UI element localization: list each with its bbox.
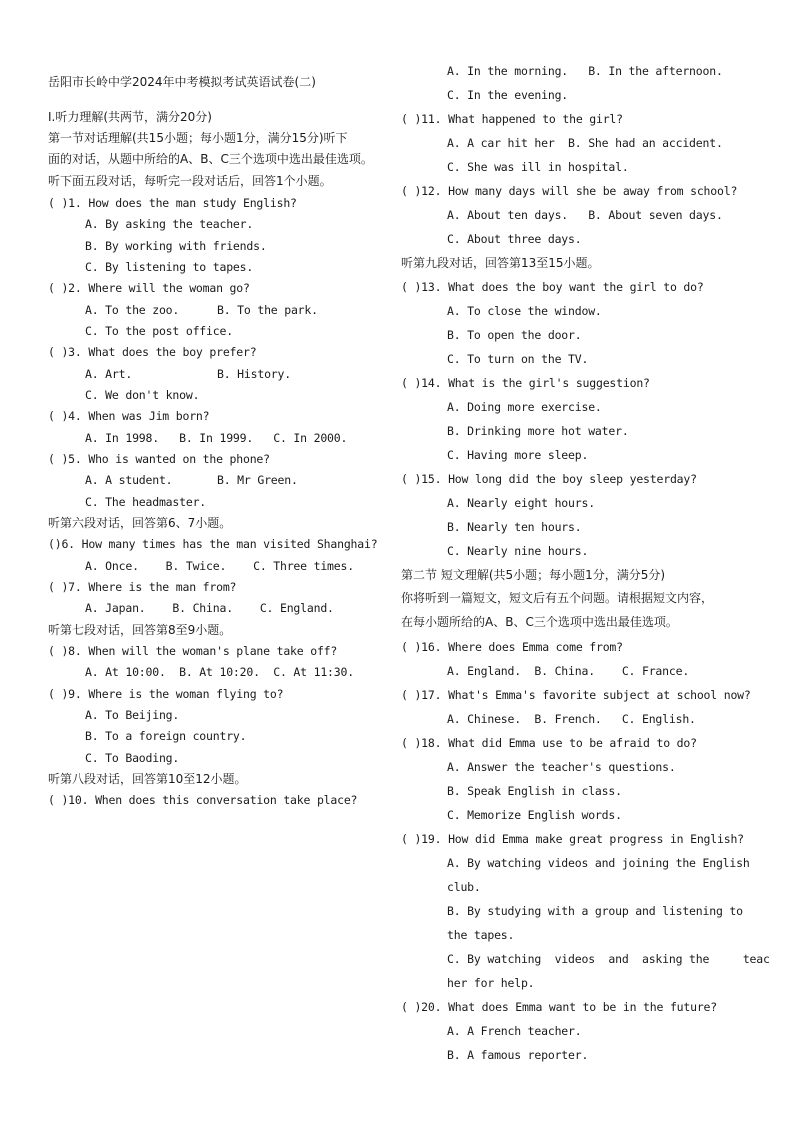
- question-9: ( )9. Where is the woman flying to?: [48, 687, 284, 701]
- question-11: ( )11. What happened to the girl?: [401, 112, 623, 126]
- option: A. By asking the teacher.: [85, 217, 254, 231]
- question-1: ( )1. How does the man study English?: [48, 196, 297, 210]
- options: A. Chinese. B. French. C. English.: [447, 712, 696, 726]
- option: C. Memorize English words.: [447, 808, 622, 822]
- option: B. By studying with a group and listening to: [447, 904, 743, 918]
- question-5: ( )5. Who is wanted on the phone?: [48, 452, 270, 466]
- option: A. Doing more exercise.: [447, 400, 602, 414]
- question-7: ( )7. Where is the man from?: [48, 580, 237, 594]
- dialog-intro: 听第九段对话，回答第13至15小题。: [401, 256, 600, 270]
- option: A. A French teacher.: [447, 1024, 582, 1038]
- option: C. Nearly nine hours.: [447, 544, 589, 558]
- option: C. To Baoding.: [85, 751, 180, 765]
- option: B. Drinking more hot water.: [447, 424, 629, 438]
- options: A. A car hit her B. She had an accident.: [447, 136, 723, 150]
- option: C. To the post office.: [85, 324, 233, 338]
- option: B. By working with friends.: [85, 239, 267, 253]
- option: C. To turn on the TV.: [447, 352, 589, 366]
- option: B. To a foreign country.: [85, 729, 247, 743]
- options: A. About ten days. B. About seven days.: [447, 208, 723, 222]
- option: A. Nearly eight hours.: [447, 496, 595, 510]
- part1-heading: Ⅰ.听力理解(共两节，满分20分): [48, 110, 212, 124]
- option: C. By watching videos and asking the teac: [447, 952, 770, 966]
- question-16: ( )16. Where does Emma come from?: [401, 640, 623, 654]
- option-continued: her for help.: [447, 976, 535, 990]
- option: A. To Beijing.: [85, 708, 180, 722]
- options: A. England. B. China. C. France.: [447, 664, 690, 678]
- question-15: ( )15. How long did the boy sleep yesterday?: [401, 472, 697, 486]
- question-13: ( )13. What does the boy want the girl to do?: [401, 280, 704, 294]
- section1-intro: 面的对话，从题中所给的A、B、C三个选项中选出最佳选项。: [48, 152, 373, 166]
- section2-heading: 第二节 短文理解(共5小题；每小题1分，满分5分): [401, 568, 666, 582]
- section2-intro: 你将听到一篇短文，短文后有五个问题。请根据短文内容，: [401, 591, 714, 605]
- options: A. Once. B. Twice. C. Three times.: [85, 559, 354, 573]
- option-continued: the tapes.: [447, 928, 515, 942]
- question-8: ( )8. When will the woman's plane take off?: [48, 644, 338, 658]
- option: B. History.: [217, 367, 291, 381]
- option: B. Nearly ten hours.: [447, 520, 582, 534]
- question-19: ( )19. How did Emma make great progress in English?: [401, 832, 744, 846]
- dialog-intro: 听第七段对话，回答第8至9小题。: [48, 623, 232, 637]
- option: A. Answer the teacher's questions.: [447, 760, 676, 774]
- option: C. She was ill in hospital.: [447, 160, 629, 174]
- options: A. At 10:00. B. At 10:20. C. At 11:30.: [85, 665, 354, 679]
- options: A. Japan. B. China. C. England.: [85, 601, 334, 615]
- option: B. Mr Green.: [217, 473, 298, 487]
- options: A. In the morning. B. In the afternoon.: [447, 64, 723, 78]
- section2-intro: 在每小题所给的A、B、C三个选项中选出最佳选项。: [401, 615, 678, 629]
- section1-intro: 第一节对话理解(共15小题；每小题1分，满分15分)听下: [48, 131, 348, 145]
- option: C. Having more sleep.: [447, 448, 589, 462]
- option: A. To close the window.: [447, 304, 602, 318]
- question-20: ( )20. What does Emma want to be in the future?: [401, 1000, 718, 1014]
- options: A. In 1998. B. In 1999. C. In 2000.: [85, 431, 348, 445]
- option: C. The headmaster.: [85, 495, 207, 509]
- option: A. A student.: [85, 473, 173, 487]
- option: C. In the evening.: [447, 88, 569, 102]
- option: A. Art.: [85, 367, 133, 381]
- section1-intro: 听下面五段对话，每听完一段对话后，回答1个小题。: [48, 174, 332, 188]
- option: C. We don't know.: [85, 388, 200, 402]
- option: B. Speak English in class.: [447, 784, 622, 798]
- question-14: ( )14. What is the girl's suggestion?: [401, 376, 650, 390]
- option: C. About three days.: [447, 232, 582, 246]
- question-12: ( )12. How many days will she be away from school?: [401, 184, 738, 198]
- option: C. By listening to tapes.: [85, 260, 254, 274]
- question-18: ( )18. What did Emma use to be afraid to do?: [401, 736, 697, 750]
- question-4: ( )4. When was Jim born?: [48, 409, 210, 423]
- question-3: ( )3. What does the boy prefer?: [48, 345, 257, 359]
- option: B. A famous reporter.: [447, 1048, 589, 1062]
- dialog-intro: 听第八段对话，回答第10至12小题。: [48, 772, 247, 786]
- option: A. By watching videos and joining the English: [447, 856, 750, 870]
- option-continued: club.: [447, 880, 481, 894]
- option: A. To the zoo.: [85, 303, 180, 317]
- option: B. To open the door.: [447, 328, 582, 342]
- question-10: ( )10. When does this conversation take place?: [48, 793, 358, 807]
- exam-title: 岳阳市长岭中学2024年中考模拟考试英语试卷(二): [48, 75, 316, 89]
- option: B. To the park.: [217, 303, 318, 317]
- dialog-intro: 听第六段对话，回答第6、7小题。: [48, 516, 232, 530]
- question-6: ()6. How many times has the man visited Shanghai?: [48, 537, 378, 551]
- question-2: ( )2. Where will the woman go?: [48, 281, 250, 295]
- question-17: ( )17. What's Emma's favorite subject at school now?: [401, 688, 751, 702]
